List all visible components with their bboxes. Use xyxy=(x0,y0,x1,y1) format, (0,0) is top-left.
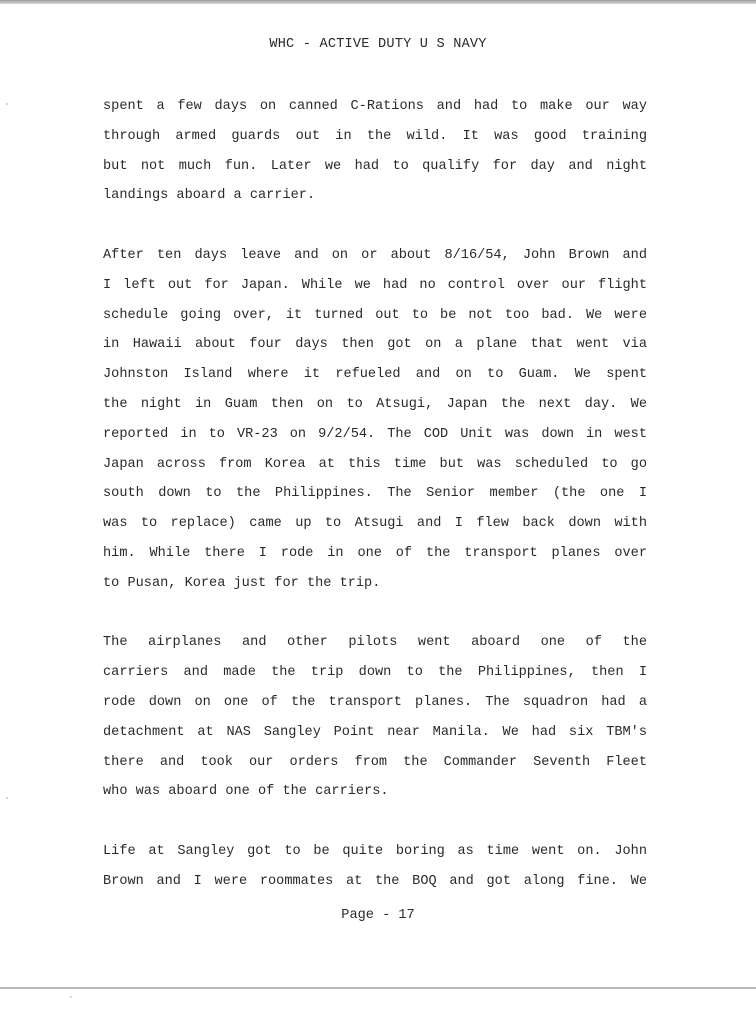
text-line: but not much fun. Later we had to qualify for day and night xyxy=(103,158,647,174)
text-line: The airplanes and other pilots went aboard one of the xyxy=(103,635,647,651)
text-line: landings aboard a carrier. xyxy=(103,188,316,204)
text-line: schedule going over, it turned out to be not too bad. We were xyxy=(103,307,647,323)
text-line: the night in Guam then on to Atsugi, Japan the next day. We xyxy=(103,396,647,412)
text-line: there and took our orders from the Commander Seventh Fleet xyxy=(103,754,647,770)
text-line: Life at Sangley got to be quite boring as time went on. John xyxy=(103,843,647,859)
text-line: through armed guards out in the wild. It was good training xyxy=(103,128,647,144)
text-line: Japan across from Korea at this time but was scheduled to go xyxy=(103,456,647,472)
text-line: south down to the Philippines. The Senior member (the one I xyxy=(103,486,647,502)
text-line: carriers and made the trip down to the Philippines, then I xyxy=(103,665,647,681)
scan-speck xyxy=(6,103,8,105)
text-line: to Pusan, Korea just for the trip. xyxy=(103,575,381,591)
page-number: Page - 17 xyxy=(341,908,415,923)
paragraph-gap xyxy=(103,807,663,837)
text-line: spent a few days on canned C-Rations and had to make our way xyxy=(103,99,647,114)
scan-speck xyxy=(70,996,72,998)
scan-edge-bottom xyxy=(0,987,756,989)
paragraph-4 xyxy=(103,837,663,897)
scan-edge-top xyxy=(0,0,756,4)
text-line: rode down on one of the transport planes. The squadron had a xyxy=(103,694,647,710)
text-line: in Hawaii about four days then got on a plane that went via xyxy=(103,337,647,353)
paragraph-gap xyxy=(103,211,663,241)
text-line: who was aboard one of the carriers. xyxy=(103,784,389,800)
text-line: Johnston Island where it refueled and on to Guam. We spent xyxy=(103,367,647,383)
paragraph-3 xyxy=(103,628,663,807)
text-line: him. While there I rode in one of the transport planes over xyxy=(103,545,647,561)
paragraph-gap xyxy=(103,599,663,629)
document-body xyxy=(103,92,663,897)
text-line: detachment at NAS Sangley Point near Manila. We had six TBM's xyxy=(103,724,647,740)
paragraph-1 xyxy=(103,92,663,211)
text-line: was to replace) came up to Atsugi and I flew back down with xyxy=(103,516,647,532)
scan-speck xyxy=(6,797,8,799)
page-header: WHC - ACTIVE DUTY U S NAVY xyxy=(269,37,487,52)
paragraph-2 xyxy=(103,241,663,599)
text-line: Brown and I were roommates at the BOQ and got along fine. We xyxy=(103,873,647,889)
text-line: I left out for Japan. While we had no control over our flight xyxy=(103,277,647,293)
text-line: reported in to VR-23 on 9/2/54. The COD Unit was down in west xyxy=(103,426,647,442)
text-line: After ten days leave and on or about 8/16/54, John Brown and xyxy=(103,247,647,263)
